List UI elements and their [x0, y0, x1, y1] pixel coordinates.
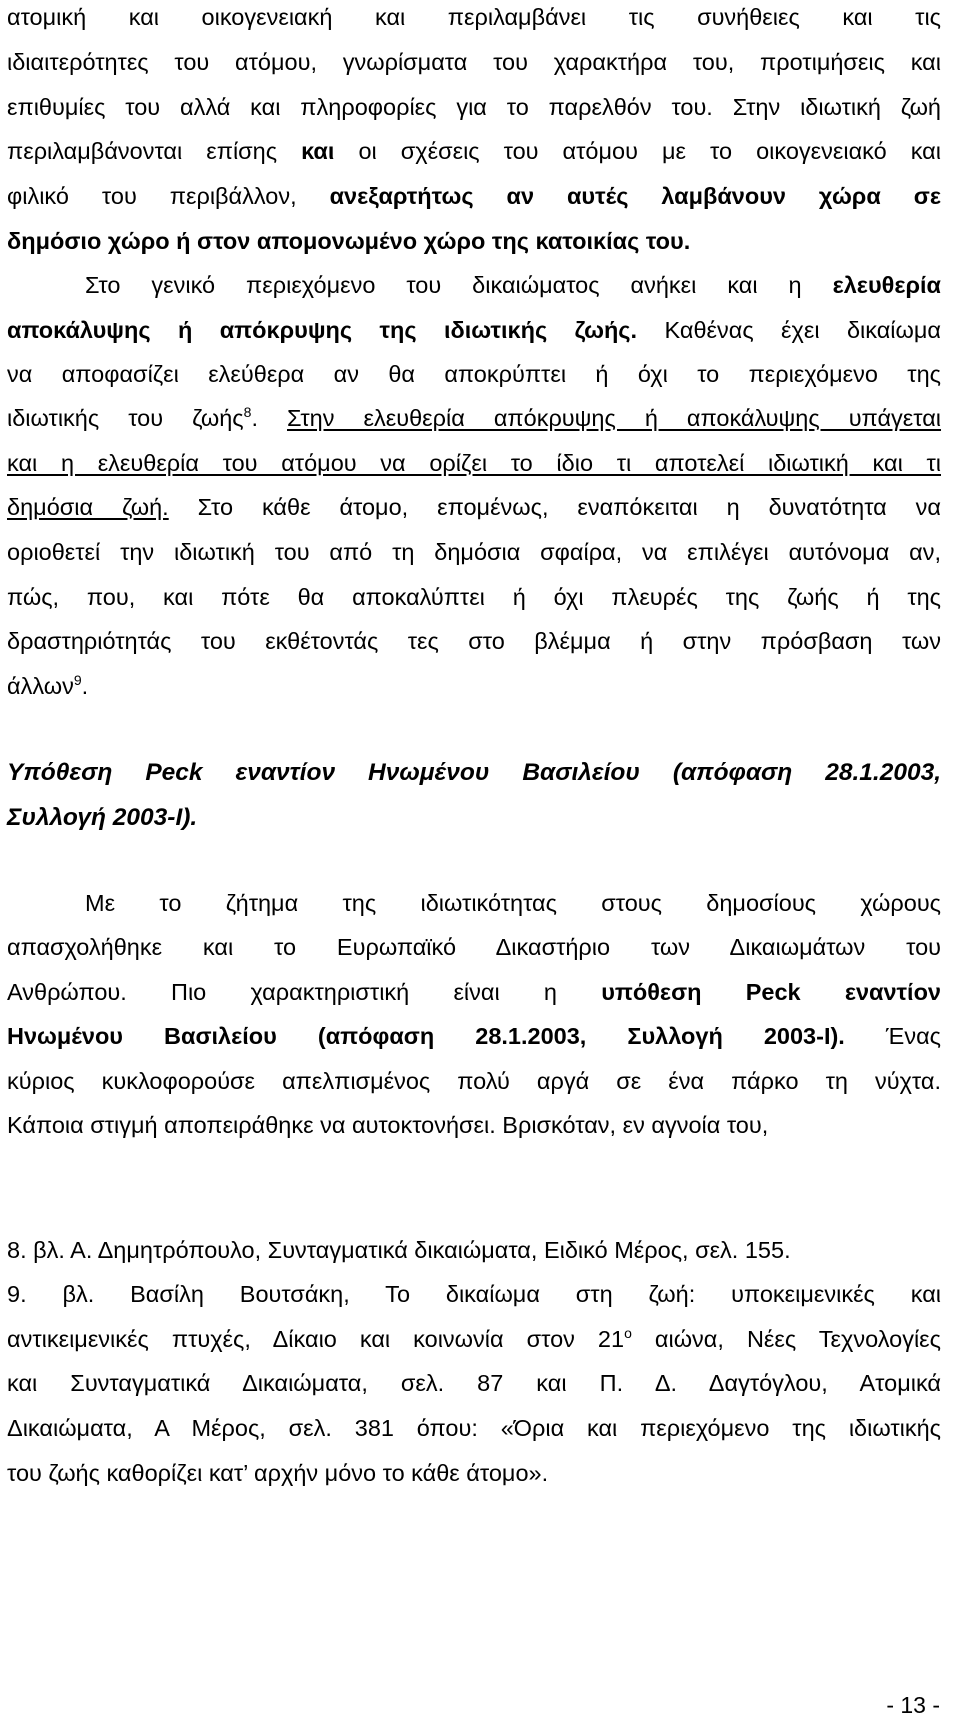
- text-line: ιδιωτικής του ζωής$^8$. Στην ελευθερία απόκρυψης ή αποκάλυψης υπάγεται: [7, 404, 942, 431]
- footnote-ref-8: 8: [243, 404, 252, 420]
- footnote-9-line: αντικειμενικές πτυχές, Δίκαιο και κοινωνία στον $21^o$ αιώνα, Νέες Τεχνολογίες: [7, 1325, 941, 1352]
- text-line: δημόσια ζωή. Στο κάθε άτομο, επομένως, εναπόκειται η δυνατότητα να: [7, 494, 941, 520]
- footnote-9-line: και Συνταγματικά Δικαιώματα, σελ. 87 και Π. Δ. Δαγτόγλου, Ατομικά: [7, 1370, 941, 1396]
- text-line: Ανθρώπου. Πιο χαρακτηριστική είναι η υπόθεση Peck εναντίον: [7, 979, 942, 1005]
- text-line: Στο γενικό περιεχόμενο του δικαιώματος ανήκει και η ελευθερία: [85, 272, 941, 298]
- text-line: Με το ζήτημα της ιδιωτικότητας στους δημοσίους χώρους: [85, 890, 941, 916]
- footnote-9-line: του ζωής καθορίζει κατ’ αρχήν μόνο το κάθε άτομο».: [7, 1460, 549, 1486]
- text-line: δημόσιο χώρο ή στον απομονωμένο χώρο της κατοικίας του.: [7, 228, 691, 254]
- text-line: οριοθετεί την ιδιωτική του από τη δημόσια σφαίρα, να επιλέγει αυτόνομα αν,: [7, 539, 941, 565]
- footnote-9: 9. βλ. Βασίλη Βουτσάκη, Το δικαίωμα στη ζωή: υποκειμενικές και: [7, 1281, 941, 1307]
- text-line: αποκάλυψης ή απόκρυψης της ιδιωτικής ζωής. Καθένας έχει δικαίωμα: [7, 317, 942, 343]
- heading-line: Συλλογή 2003-I).: [7, 804, 198, 831]
- text-line: να αποφασίζει ελεύθερα αν θα αποκρύπτει ή όχι το περιεχόμενο της: [7, 361, 941, 387]
- text-line: και η ελευθερία του ατόμου να ορίζει το ίδιο τι αποτελεί ιδιωτική και τι: [7, 450, 941, 476]
- text-line: επιθυμίες του αλλά και πληροφορίες για το παρελθόν του. Στην ιδιωτική ζωή: [7, 94, 941, 120]
- text-line: πώς, που, και πότε θα αποκαλύπτει ή όχι πλευρές της ζωής ή της: [7, 584, 941, 610]
- text-line: κύριος κυκλοφορούσε απελπισμένος πολύ αργά σε ένα πάρκο τη νύχτα.: [7, 1068, 941, 1094]
- text-line: Κάποια στιγμή αποπειράθηκε να αυτοκτονήσει. Βρισκόταν, εν αγνοία του,: [7, 1112, 769, 1138]
- footnote-ref-9: 9: [73, 672, 82, 688]
- text-line: περιλαμβάνονται επίσης και οι σχέσεις του ατόμου με το οικογενειακό και: [7, 138, 941, 164]
- page-number: - 13 -: [886, 1692, 940, 1718]
- heading-line: Υπόθεση Peck εναντίον Ηνωμένου Βασιλείου (απόφαση 28.1.2003,: [7, 759, 941, 786]
- text-line: ατομική και οικογενειακή και περιλαμβάνει τις συνήθειες και τις: [7, 4, 941, 30]
- text-line: Ηνωμένου Βασιλείου (απόφαση 28.1.2003, Συλλογή 2003-I). Ένας: [7, 1023, 941, 1049]
- text-line: απασχολήθηκε και το Ευρωπαϊκό Δικαστήριο των Δικαιωμάτων του: [7, 934, 941, 960]
- text-line: ιδιαιτερότητες του ατόμου, γνωρίσματα του χαρακτήρα του, προτιμήσεις και: [7, 49, 941, 75]
- text-line: άλλων$^9$.: [7, 672, 89, 699]
- text-line: φιλικό του περιβάλλον, ανεξαρτήτως αν αυτές λαμβάνουν χώρα σε: [7, 183, 941, 209]
- text-line: δραστηριότητάς του εκθέτοντάς τες στο βλέμμα ή στην πρόσβαση των: [7, 628, 941, 654]
- footnote-8: 8. βλ. Α. Δημητρόπουλο, Συνταγματικά δικαιώματα, Ειδικό Μέρος, σελ. 155.: [7, 1237, 791, 1263]
- footnote-9-line: Δικαιώματα, Α Μέρος, σελ. 381 όπου: «Όρια και περιεχόμενο της ιδιωτικής: [7, 1415, 941, 1441]
